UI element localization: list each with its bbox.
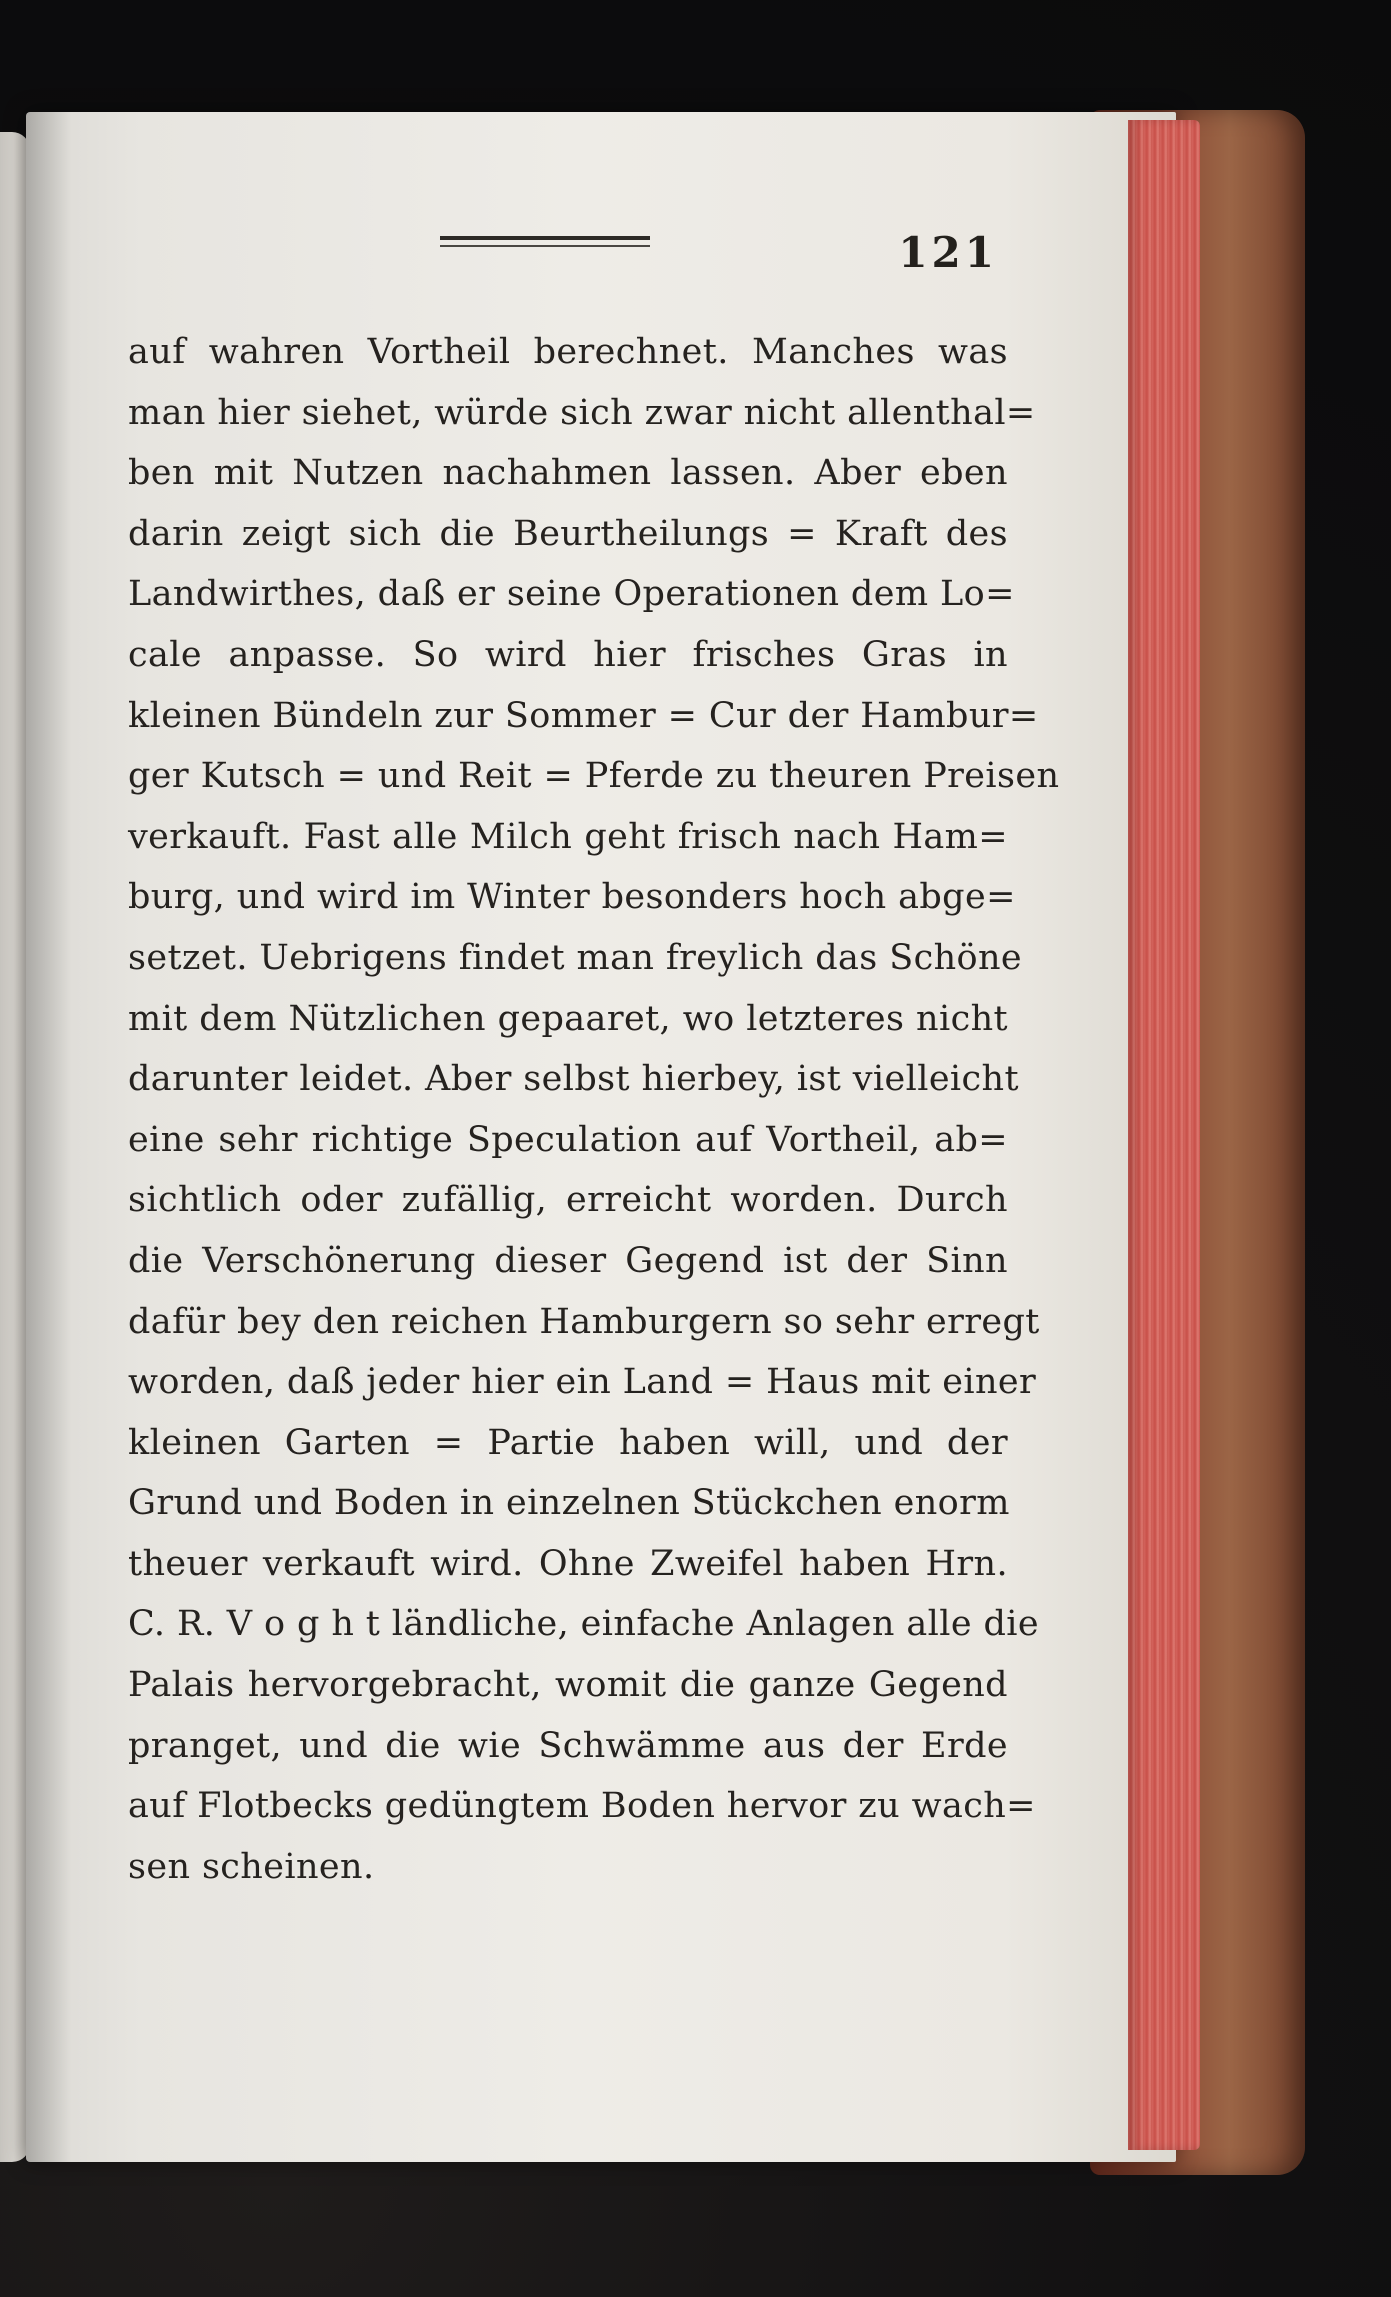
text-line: pranget, und die wie Schwämme aus der Erde [128,1725,1008,1766]
text-line: setzet. Uebrigens findet man freylich das Schöne [128,937,1023,978]
page-text [128,322,1060,1897]
text-line: kleinen Bündeln zur Sommer = Cur der Hambur= [128,695,1039,736]
page-number: 121 [898,228,998,277]
text-line: verkauft. Fast alle Milch geht frisch nach Ham= [128,816,1008,857]
red-page-edges [1128,120,1200,2150]
text-line: worden, daß jeder hier ein Land = Haus mit einer [128,1362,1037,1403]
text-line: Palais hervorgebracht, womit die ganze Gegend [128,1665,1008,1706]
text-line: sichtlich oder zufällig, erreicht worden. Durch [128,1180,1008,1221]
text-line: ben mit Nutzen nachahmen lassen. Aber eben [128,453,1008,494]
header-rule-thin [440,245,650,247]
header-rule [440,234,650,250]
text-line: die Verschönerung dieser Gegend ist der Sinn [128,1240,1008,1281]
text-line: eine sehr richtige Speculation auf Vortheil, ab= [128,1119,1008,1160]
text-line: Grund und Boden in einzelnen Stückchen enorm [128,1483,1010,1524]
text-line: man hier siehet, würde sich zwar nicht allenthal= [128,392,1036,433]
text-line: ger Kutsch = und Reit = Pferde zu theuren Preisen [128,756,1060,797]
text-line: Landwirthes, daß er seine Operationen dem Lo= [128,574,1015,615]
text-line: auf wahren Vortheil berechnet. Manches was [128,332,1008,372]
text-line: kleinen Garten = Partie haben will, und der [128,1422,1008,1463]
text-line: darin zeigt sich die Beurtheilungs = Kraft des [128,513,1008,554]
text-line: mit dem Nützlichen gepaaret, wo letzteres nicht [128,998,1008,1039]
text-line: burg, und wird im Winter besonders hoch abge= [128,877,1016,918]
text-line: darunter leidet. Aber selbst hierbey, ist vielleicht [128,1059,1019,1100]
text-line: dafür bey den reichen Hamburgern so sehr erregt [128,1301,1040,1342]
gutter-shadow [26,112,71,2162]
text-line: cale anpasse. So wird hier frisches Gras in [128,634,1008,675]
header-rule-thick [440,236,650,240]
text-line: auf Flotbecks gedüngtem Boden hervor zu wach= [128,1786,1036,1827]
text-line: C. R. V o g h t ländliche, einfache Anlagen alle die [128,1604,1039,1645]
text-line: theuer verkauft wird. Ohne Zweifel haben Hrn. [128,1543,1008,1584]
text-line: sen scheinen. [128,1846,375,1887]
